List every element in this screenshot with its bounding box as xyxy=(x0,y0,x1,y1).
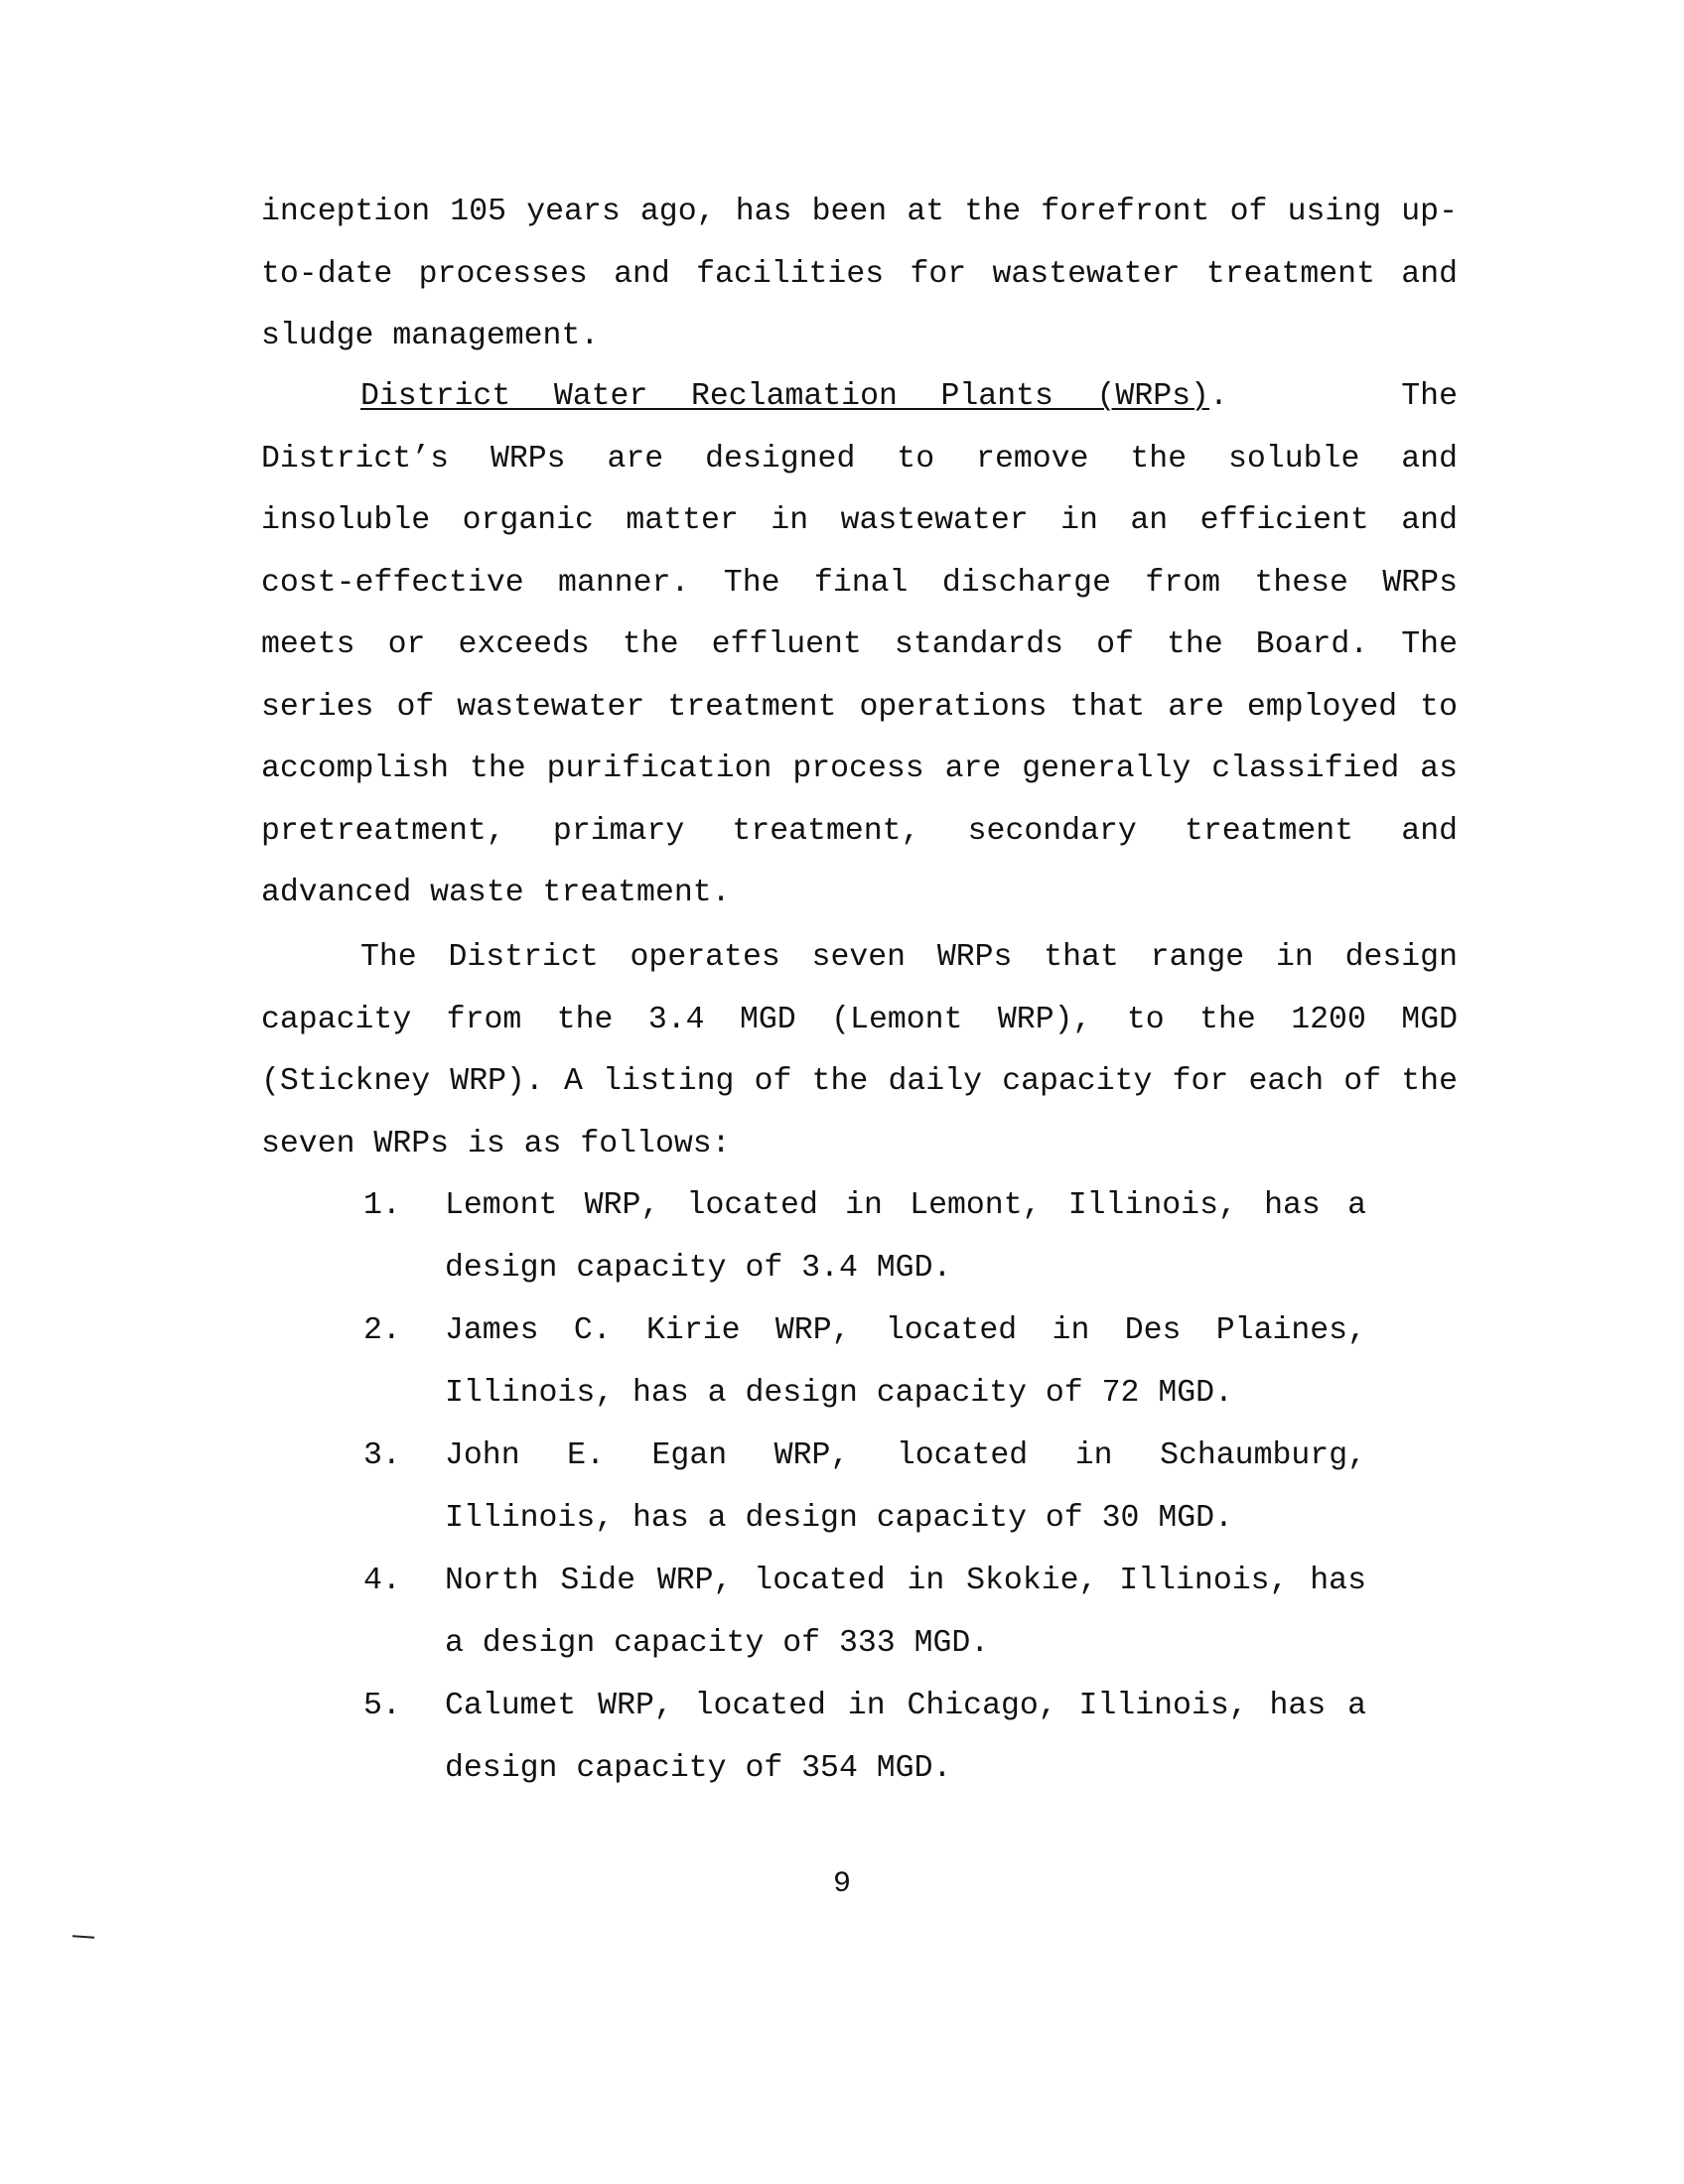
section-heading-period: . xyxy=(1208,379,1228,414)
list-item-number: 4. xyxy=(363,1564,401,1598)
paragraph-intro xyxy=(261,182,1458,368)
scan-artifact-mark xyxy=(72,1935,94,1939)
list-item-text: North Side WRP, located in Skokie, Illinois, has a design capacity of 333 MGD. xyxy=(445,1564,1366,1661)
list-item-text: John E. Egan WRP, located in Schaumburg, Illinois, has a design capacity of 30 MGD. xyxy=(445,1438,1366,1536)
list-item xyxy=(363,1426,1366,1550)
list-item-text: James C. Kirie WRP, located in Des Plaines, Illinois, has a design capacity of 72 MGD. xyxy=(445,1313,1366,1411)
list-item-number: 3. xyxy=(363,1438,401,1473)
paragraph-wrps xyxy=(261,366,1458,925)
list-item xyxy=(363,1175,1366,1299)
list-item-number: 1. xyxy=(363,1188,401,1223)
list-item xyxy=(363,1551,1366,1675)
paragraph-wrps-text xyxy=(261,366,1458,925)
list-item-number: 5. xyxy=(363,1689,401,1723)
page-number: 9 xyxy=(832,1867,851,1901)
paragraph-intro-text: inception 105 years ago, has been at the forefront of using up-to-date processes and facilities for wastewater treatment and sludge management. xyxy=(261,195,1458,353)
list-item-text: Lemont WRP, located in Lemont, Illinois, has a design capacity of 3.4 MGD. xyxy=(445,1188,1366,1286)
section-heading: District Water Reclamation Plants (WRPs) xyxy=(360,379,1209,414)
paragraph-wrps-body: The District’s WRPs are designed to remove the soluble and insoluble organic matter in wastewater in an efficient and cost-effective manner. The final discharge from these WRPs meets or exceeds the effluent standards of the Board. The series of wastewater treatment operations that are employed to accomplish the purification process are generally classified as pretreatment, primary treatment, secondary treatment and advanced waste treatment. xyxy=(261,379,1458,910)
list-item-number: 2. xyxy=(363,1313,401,1348)
paragraph-listing-intro xyxy=(261,927,1458,1175)
list-item xyxy=(363,1300,1366,1425)
list-item-text: Calumet WRP, located in Chicago, Illinois, has a design capacity of 354 MGD. xyxy=(445,1689,1366,1786)
wrp-list xyxy=(363,1175,1366,1801)
list-item xyxy=(363,1676,1366,1800)
paragraph-listing-intro-text: The District operates seven WRPs that range in design capacity from the 3.4 MGD (Lemont WRP), to the 1200 MGD (Stickney WRP). A listing of the daily capacity for each of the seven WRPs is as follows: xyxy=(261,940,1458,1161)
